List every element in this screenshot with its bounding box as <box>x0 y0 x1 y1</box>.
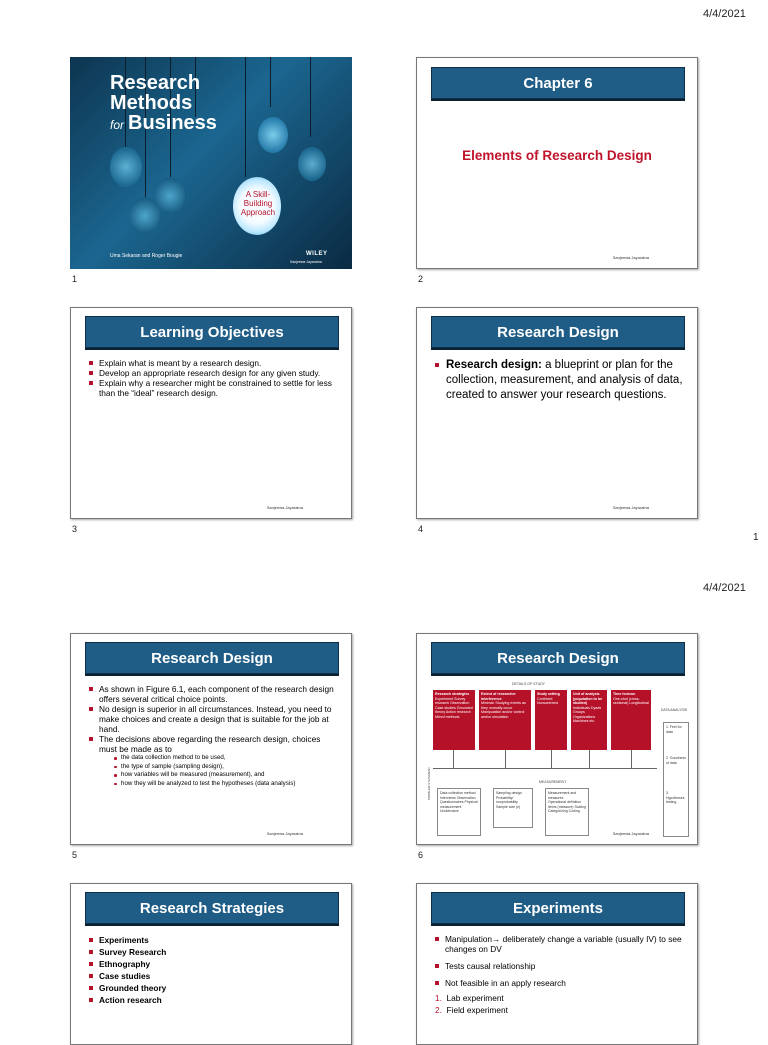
slide-8-title: Experiments <box>431 892 685 924</box>
slide-1-book-cover <box>70 57 352 269</box>
list-item: Experiments <box>89 934 329 946</box>
diagram-box-unit: Unit of analysis (population to be studied) Individuals Dyads Groups Organizations Machines etc. <box>571 690 607 750</box>
list-item: the type of sample (sampling design), <box>99 763 339 772</box>
cover-subtitle: A Skill- Building Approach <box>240 190 276 217</box>
cover-authors: Uma Sekaran and Roger Bougie <box>110 253 183 259</box>
list-item: Grounded theory <box>89 982 329 994</box>
diagram-box-measurement: Measurement and measures Operational definition Items (measure) Scaling Categorizing Coding <box>545 788 589 836</box>
slide-5-title: Research Design <box>85 642 339 674</box>
slide-4-definition <box>435 358 685 403</box>
diagram-box-strategies: Research strategies Experiment Survey research Observation Case studies Grounded theory Action research Mixed methods <box>433 690 475 750</box>
diagram-box-sampling: Sampling design Probability/ nonprobability Sample size (n) <box>493 788 533 828</box>
list-item: As shown in Figure 6.1, each component of the research design offers several critical choice points. <box>89 684 339 704</box>
list-item: 1. Lab experiment <box>435 993 504 1003</box>
list-item: Case studies <box>89 970 329 982</box>
list-item: Tests causal relationship <box>435 961 685 971</box>
list-item: Survey Research <box>89 946 329 958</box>
cover-title-methods: Methods <box>110 92 193 114</box>
slide-2-heading: Elements of Research Design <box>462 148 652 163</box>
cover-title-business: Business <box>128 112 217 134</box>
diagram-box-time: Time horizon One-shot (cross-sectional) Longitudinal <box>611 690 651 750</box>
slide-7 <box>70 883 352 1045</box>
slide-6 <box>416 633 698 845</box>
slide-3-title: Learning Objectives <box>85 316 339 348</box>
slide-5-bullets <box>89 684 339 788</box>
slide-7-title: Research Strategies <box>85 892 339 924</box>
slide-2 <box>416 57 698 269</box>
slide-5 <box>70 633 352 845</box>
slide-3 <box>70 307 352 519</box>
slide-4-term: Research design: <box>446 359 542 371</box>
page2-date: 4/4/2021 <box>703 582 746 594</box>
slide-4 <box>416 307 698 519</box>
slide-4-number: 4 <box>418 524 424 534</box>
slide-7-bullets <box>89 934 329 1006</box>
cover-presenter: Sanjeewa Jayaratna <box>290 260 322 264</box>
slide-8-numbered-list <box>435 992 508 1016</box>
slide-5-number: 5 <box>72 850 78 860</box>
slide-8 <box>416 883 698 1045</box>
slide-4-definition-text: a blueprint or plan for the collection, measurement, and analysis of data, created to answer your research questions. <box>446 359 683 401</box>
slide-2-title: Chapter 6 <box>431 67 685 99</box>
slide-2-footer: Sanjeewa Jayaratna <box>612 255 649 260</box>
slide-2-number: 2 <box>418 274 424 284</box>
slide-4-title: Research Design <box>431 316 685 348</box>
list-item: Manipulation→ deliberately change a variable (usually IV) to see changes on DV <box>435 934 685 954</box>
list-item: Develop an appropriate research design for any given study. <box>89 368 337 378</box>
list-item: Explain why a researcher might be constrained to settle for less than the “ideal” research design. <box>89 378 337 398</box>
slide-5-sub-bullets <box>99 754 339 788</box>
diagram-top-label: DETAILS OF STUDY <box>512 682 545 686</box>
slide-6-title: Research Design <box>431 642 685 674</box>
diagram-measurement-label: MEASUREMENT <box>539 780 567 784</box>
slide-6-number: 6 <box>418 850 424 860</box>
list-item: the data collection method to be used, <box>99 754 339 763</box>
diagram-box-interference: Extent of researcher interference Minimal: Studying events as they normally occur Manipulation and/or control and/or simulation <box>479 690 531 750</box>
page-number: 1 <box>753 532 759 543</box>
page1-date: 4/4/2021 <box>703 8 746 20</box>
list-item: No design is superior in all circumstances. Instead, you need to make choices and create a design that is suitable for the job at hand. <box>89 704 339 734</box>
list-item: Explain what is meant by a research design. <box>89 358 337 368</box>
cover-title-research: Research <box>110 72 201 94</box>
slide-3-footer: Sanjeewa Jayaratna <box>266 505 303 510</box>
list-item: how variables will be measured (measurement), and <box>99 771 339 780</box>
list-item: how they will be analyzed to test the hypotheses (data analysis) <box>99 780 339 789</box>
slide-3-bullets <box>89 358 337 398</box>
list-item: The decisions above regarding the research design, choices must be made as to the data collection method to be used, the type of sample (sampling design), how variables will be measured (measurement), and how they will be analyzed to test the hypotheses (data analysis) <box>89 734 339 788</box>
diagram-box-data-collection: Data collection method Interviews Observation Questionnaires Physical measurement Unobtrusive <box>437 788 481 836</box>
research-design-diagram <box>427 682 689 837</box>
list-item: Action research <box>89 994 329 1006</box>
slide-1-number: 1 <box>72 274 78 284</box>
diagram-data-analysis: DATA ANALYSIS <box>660 708 688 712</box>
slide-3-number: 3 <box>72 524 78 534</box>
cover-title-for: for <box>110 118 125 132</box>
diagram-left-label: PROBLEM STATEMENT <box>427 767 431 801</box>
diagram-box-setting: Study setting Contrived Noncontrived <box>535 690 567 750</box>
list-item: 2. Field experiment <box>435 1005 508 1015</box>
list-item: Not feasible in an apply research <box>435 978 685 988</box>
diagram-analysis-steps: 1. Feel for data 2. Goodness of data 3. Hypotheses testing <box>663 722 689 837</box>
slide-8-bullets <box>435 934 685 995</box>
slide-5-footer: Sanjeewa Jayaratna <box>266 831 303 836</box>
list-item: Ethnography <box>89 958 329 970</box>
slide-6-footer: Sanjeewa Jayaratna <box>612 831 649 836</box>
slide-4-footer: Sanjeewa Jayaratna <box>612 505 649 510</box>
cover-publisher: WILEY <box>306 251 328 257</box>
